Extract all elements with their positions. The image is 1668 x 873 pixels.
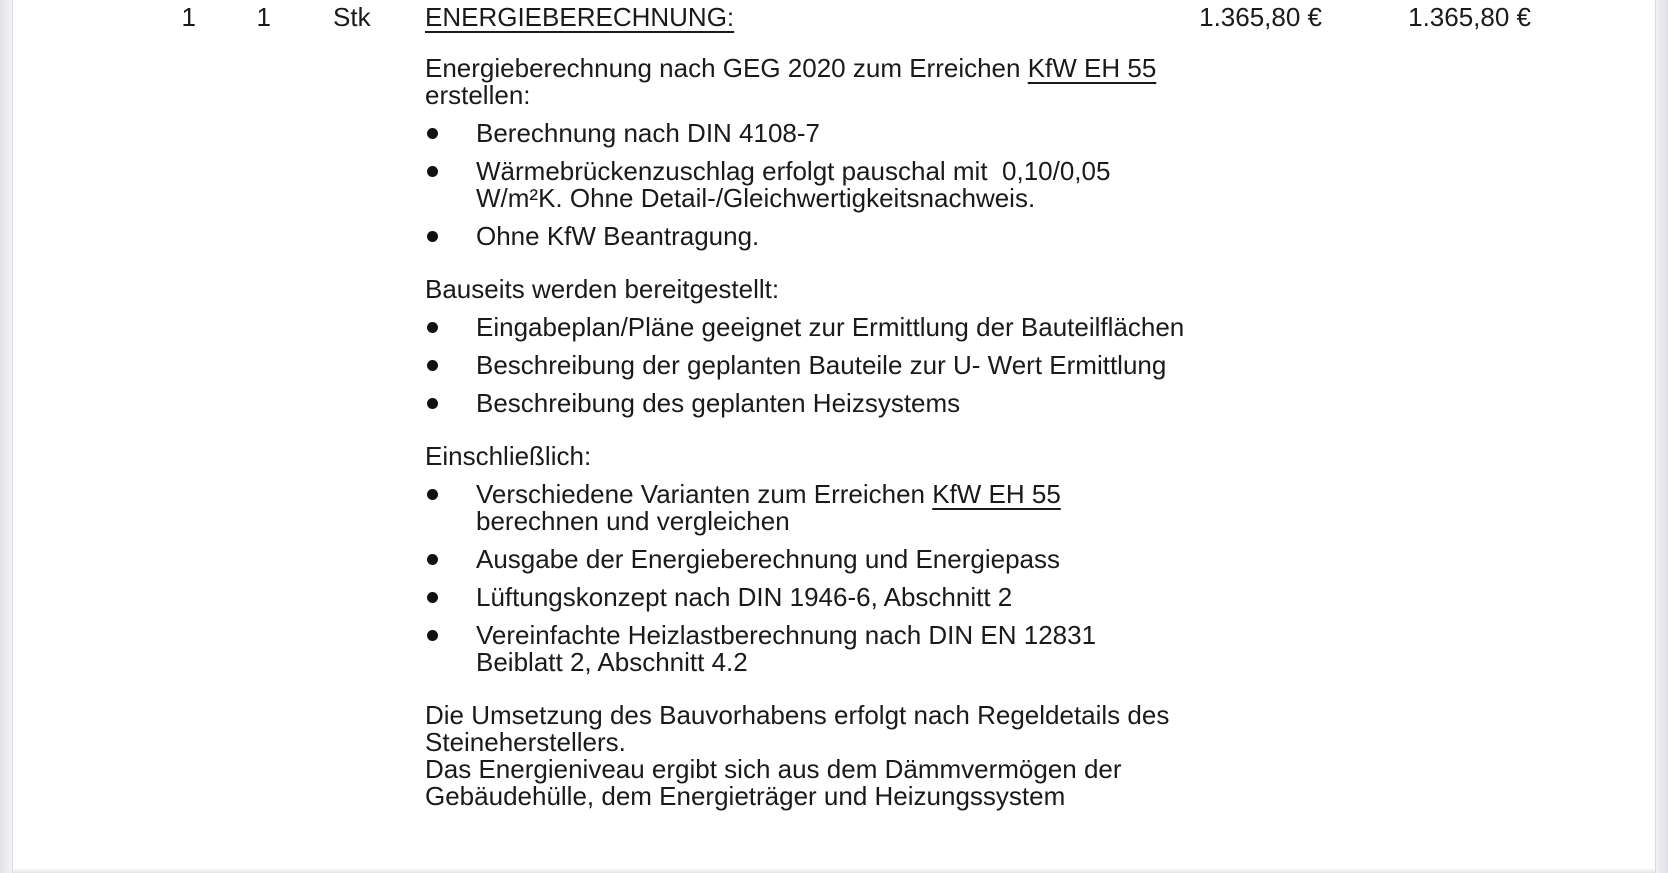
bullet-icon <box>427 128 438 139</box>
bullet-line: Vereinfachte Heizlastberechnung nach DIN EN 12831 <box>476 620 1097 650</box>
bullet-line: Beiblatt 2, Abschnitt 4.2 <box>476 647 748 677</box>
bullet-icon <box>427 231 438 242</box>
item-description <box>425 0 1191 810</box>
paragraph-line <box>425 55 1191 82</box>
bullet-text <box>476 546 1060 573</box>
bullet-item <box>425 158 1191 212</box>
bullet-icon <box>427 166 438 177</box>
bullet-icon <box>427 398 438 409</box>
bullet-text <box>476 390 960 417</box>
item-title: ENERGIEBERECHNUNG: <box>425 2 735 32</box>
bullet-text-segment: Verschiedene Varianten zum Erreichen <box>476 479 933 509</box>
bullet-icon <box>427 489 438 500</box>
bullet-text <box>476 314 1184 341</box>
bullet-item <box>425 584 1191 611</box>
bullet-text <box>476 352 1166 379</box>
bullet-line: Beschreibung des geplanten Heizsystems <box>476 388 961 418</box>
bullet-text <box>476 120 820 147</box>
bullet-line: Lüftungskonzept nach DIN 1946-6, Abschnitt 2 <box>476 582 1013 612</box>
item-unit-price: 1.365,80 € <box>1199 2 1322 32</box>
bullet-line: Eingabeplan/Pläne geeignet zur Ermittlung der Bauteilflächen <box>476 312 1185 342</box>
provided-heading: Bauseits werden bereitgestellt: <box>425 274 780 304</box>
bullet-item <box>425 352 1191 379</box>
kfw-eh-55-reference: KfW EH 55 <box>932 479 1061 509</box>
paragraph-line: Die Umsetzung des Bauvorhabens erfolgt nach Regeldetails des <box>425 700 1170 730</box>
bullet-item <box>425 120 1191 147</box>
bullet-text <box>476 584 1012 611</box>
bullet-line: Berechnung nach DIN 4108-7 <box>476 118 821 148</box>
bullet-text <box>476 622 1096 676</box>
bullet-item <box>425 390 1191 417</box>
bullet-line <box>476 481 1061 508</box>
including-heading: Einschließlich: <box>425 441 592 471</box>
paragraph-line: Steineherstellers. <box>425 727 626 757</box>
bullet-line: Ohne KfW Beantragung. <box>476 221 760 251</box>
paragraph-line: erstellen: <box>425 80 531 110</box>
bullet-icon <box>427 322 438 333</box>
bullet-icon <box>427 360 438 371</box>
item-total-price: 1.365,80 € <box>1408 2 1531 32</box>
bullet-icon <box>427 630 438 641</box>
paragraph-line: Gebäudehülle, dem Energieträger und Heizungssystem <box>425 781 1066 811</box>
kfw-eh-55-reference: KfW EH 55 <box>1027 53 1157 83</box>
item-position-number: 1 <box>181 2 196 32</box>
bullet-text <box>476 481 1061 535</box>
bullet-line: W/m²K. Ohne Detail-/Gleichwertigkeitsnachweis. <box>476 183 1036 213</box>
bullet-item <box>425 223 1191 250</box>
bullet-icon <box>427 554 438 565</box>
bullet-item <box>425 622 1191 676</box>
bullet-line: Ausgabe der Energieberechnung und Energiepass <box>476 544 1060 574</box>
bullet-item <box>425 481 1191 535</box>
item-unit: Stk <box>333 2 371 32</box>
bullet-item <box>425 314 1191 341</box>
bullet-icon <box>427 592 438 603</box>
page-edge-right <box>1655 0 1668 873</box>
bullet-text <box>476 158 1110 212</box>
bullet-line: Beschreibung der geplanten Bauteile zur U- Wert Ermittlung <box>476 350 1167 380</box>
closing-paragraph <box>425 702 1191 810</box>
paragraph-line: Das Energieniveau ergibt sich aus dem Dämmvermögen der <box>425 754 1122 784</box>
item-quantity: 1 <box>256 2 271 32</box>
bullet-item <box>425 546 1191 573</box>
intro-paragraph <box>425 55 1191 109</box>
page-edge-left <box>0 0 13 873</box>
bullet-line: Wärmebrückenzuschlag erfolgt pauschal mit 0,10/0,05 <box>476 156 1111 186</box>
bullet-line: berechnen und vergleichen <box>476 506 790 536</box>
bullet-text <box>476 223 759 250</box>
page-edge-bottom <box>0 868 1668 873</box>
intro-text: Energieberechnung nach GEG 2020 zum Erreichen <box>425 53 1028 83</box>
